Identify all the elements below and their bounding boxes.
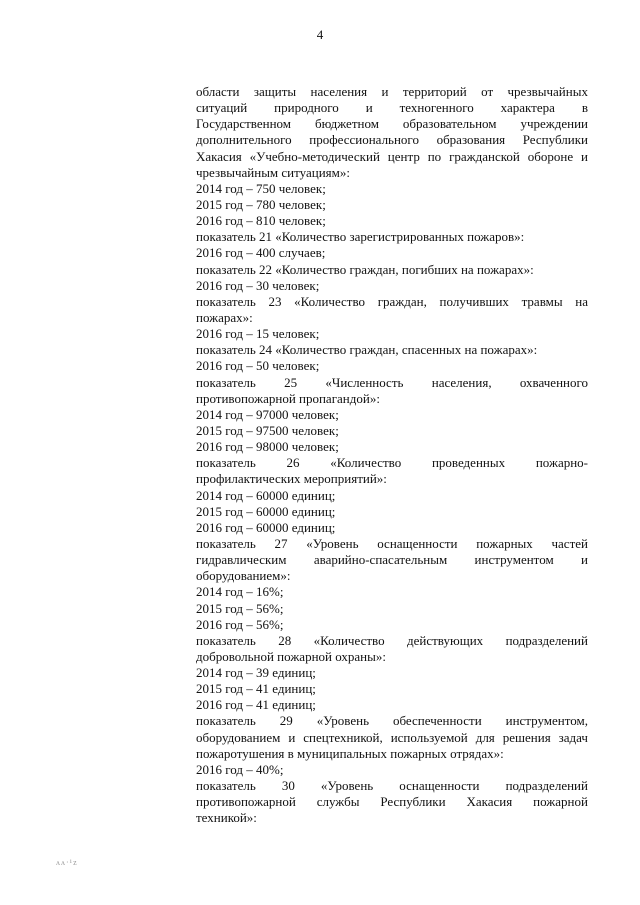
word: и <box>288 729 296 745</box>
word: граждан, <box>377 293 427 309</box>
word: защиты <box>253 84 297 99</box>
word: в <box>581 100 588 116</box>
document-body <box>196 84 588 826</box>
text-line: 2016 год – 56%; <box>196 616 284 632</box>
word: территорий <box>402 84 467 99</box>
text-line: 2014 год – 60000 единиц; <box>196 487 336 503</box>
word: «Уровень <box>320 778 374 794</box>
text-line: техникой»: <box>196 810 257 826</box>
word: подразделений <box>505 778 588 794</box>
text-line: добровольной пожарной охраны»: <box>196 648 386 664</box>
text-line: 2016 год – 40%; <box>196 761 284 777</box>
word: 25 <box>284 374 298 390</box>
word: 27 <box>274 535 288 551</box>
text-line: 2016 год – 15 человек; <box>196 326 320 342</box>
word: обороне <box>527 148 574 164</box>
word: аварийно-спасательным <box>313 552 448 568</box>
word: 29 <box>279 713 293 729</box>
word: показатель <box>196 632 256 648</box>
text-line: 2015 год – 97500 человек; <box>196 422 339 438</box>
word: показатель <box>196 713 256 729</box>
word: «Численность <box>325 374 404 390</box>
text-line <box>196 116 588 132</box>
word: инструментом <box>474 552 554 568</box>
word: получивших <box>439 293 509 309</box>
word: от <box>481 84 494 99</box>
word: учреждении <box>520 116 588 132</box>
text-line: профилактических мероприятий»: <box>196 471 387 487</box>
word: оснащенности <box>399 778 480 794</box>
text-line: 2014 год – 39 единиц; <box>196 665 316 681</box>
word: проведенных <box>431 455 506 471</box>
word: 30 <box>281 778 295 794</box>
word: решения <box>502 729 551 745</box>
word: инструментом, <box>505 713 588 729</box>
text-line: показатель 22 «Количество граждан, погибших на пожарах»: <box>196 261 534 277</box>
word: «Количество <box>330 455 402 471</box>
text-line <box>196 633 588 649</box>
text-line: 2014 год – 16%; <box>196 584 284 600</box>
text-line: чрезвычайным ситуациям»: <box>196 164 350 180</box>
word: действующих <box>407 632 484 648</box>
word: образования <box>436 132 506 148</box>
text-line: 2015 год – 780 человек; <box>196 196 326 212</box>
word: 23 <box>268 293 282 309</box>
text-line <box>196 375 588 391</box>
word: показатель <box>196 535 256 551</box>
word: гидравлическим <box>196 552 287 568</box>
text-line: 2015 год – 56%; <box>196 600 284 616</box>
text-line <box>196 294 588 310</box>
word: населения, <box>431 374 492 390</box>
word: Хакасия <box>196 148 242 164</box>
word: 28 <box>278 632 292 648</box>
word: на <box>575 293 588 309</box>
text-line: пожаротушения в муниципальных пожарных отрядах»: <box>196 745 504 761</box>
word: противопожарной <box>196 794 296 810</box>
word: населения <box>310 84 368 99</box>
word: частей <box>551 535 588 551</box>
text-line: оборудованием»: <box>196 568 291 584</box>
word: бюджетном <box>314 116 379 132</box>
word: по <box>427 148 442 164</box>
text-line: 2016 год – 41 единиц; <box>196 697 316 713</box>
word: травмы <box>521 293 563 309</box>
text-line: 2016 год – 50 человек; <box>196 358 320 374</box>
word: чрезвычайных <box>507 84 588 99</box>
word: Государственном <box>196 116 292 132</box>
text-line: 2016 год – 30 человек; <box>196 277 320 293</box>
word: гражданской <box>449 148 520 164</box>
word: 26 <box>286 455 300 471</box>
word: центр <box>387 148 420 164</box>
word: службы <box>316 794 360 810</box>
word: техногенного <box>399 100 474 116</box>
word: пожарной <box>533 794 588 810</box>
text-line <box>196 536 588 552</box>
text-line <box>196 778 588 794</box>
word: «Уровень <box>316 713 370 729</box>
word: показатель <box>196 778 256 794</box>
text-line: 2015 год – 60000 единиц; <box>196 503 336 519</box>
word: природного <box>274 100 339 116</box>
text-line <box>196 713 588 729</box>
page-number: 4 <box>316 27 324 42</box>
word: Хакасия <box>466 794 513 810</box>
word: для <box>475 729 495 745</box>
word: ситуаций <box>196 100 248 116</box>
word: пожарно- <box>535 455 588 471</box>
word: оснащенности <box>377 535 458 551</box>
text-line <box>196 100 588 116</box>
word: характера <box>500 100 555 116</box>
text-line: 2014 год – 97000 человек; <box>196 406 339 422</box>
text-line <box>196 149 588 165</box>
word: Республики <box>380 794 446 810</box>
text-line <box>196 84 588 100</box>
text-line <box>196 730 588 746</box>
text-line: показатель 21 «Количество зарегистрированных пожаров»: <box>196 229 525 245</box>
word: образовательном <box>402 116 497 132</box>
text-line: противопожарной пропагандой»: <box>196 390 380 406</box>
word: показатель <box>196 374 256 390</box>
text-line <box>196 455 588 471</box>
word: спецтехникой, <box>303 729 383 745</box>
word: задач <box>558 729 588 745</box>
word: и <box>581 552 588 568</box>
word: области <box>196 84 240 99</box>
word: пожарных <box>476 535 533 551</box>
word: и <box>381 84 389 99</box>
word: «Количество <box>294 293 366 309</box>
word: охваченного <box>519 374 588 390</box>
word: показатель <box>196 293 256 309</box>
text-line: показатель 24 «Количество граждан, спасенных на пожарах»: <box>196 342 538 358</box>
text-line <box>196 794 588 810</box>
word: профессионального <box>309 132 419 148</box>
word: «Уровень <box>306 535 359 551</box>
word: Республики <box>522 132 588 148</box>
text-line: 2016 год – 810 человек; <box>196 213 326 229</box>
word: показатель <box>196 455 256 471</box>
word: обеспеченности <box>392 713 482 729</box>
word: подразделений <box>505 632 588 648</box>
text-line: 2014 год – 750 человек; <box>196 180 326 196</box>
footer-mark: ᴧᴧ·¹ᴢ <box>56 858 78 867</box>
text-line: 2015 год – 41 единиц; <box>196 681 316 697</box>
word: используемой <box>390 729 468 745</box>
text-line: 2016 год – 60000 единиц; <box>196 519 336 535</box>
text-line: пожарах»: <box>196 309 253 325</box>
word: «Количество <box>313 632 385 648</box>
word: и <box>365 100 373 116</box>
text-line: 2016 год – 400 случаев; <box>196 245 326 261</box>
word: дополнительного <box>196 132 292 148</box>
word: оборудованием <box>196 729 281 745</box>
word: и <box>581 148 588 164</box>
text-line: 2016 год – 98000 человек; <box>196 439 339 455</box>
text-line <box>196 552 588 568</box>
word: «Учебно-методический <box>249 148 380 164</box>
text-line <box>196 132 588 148</box>
